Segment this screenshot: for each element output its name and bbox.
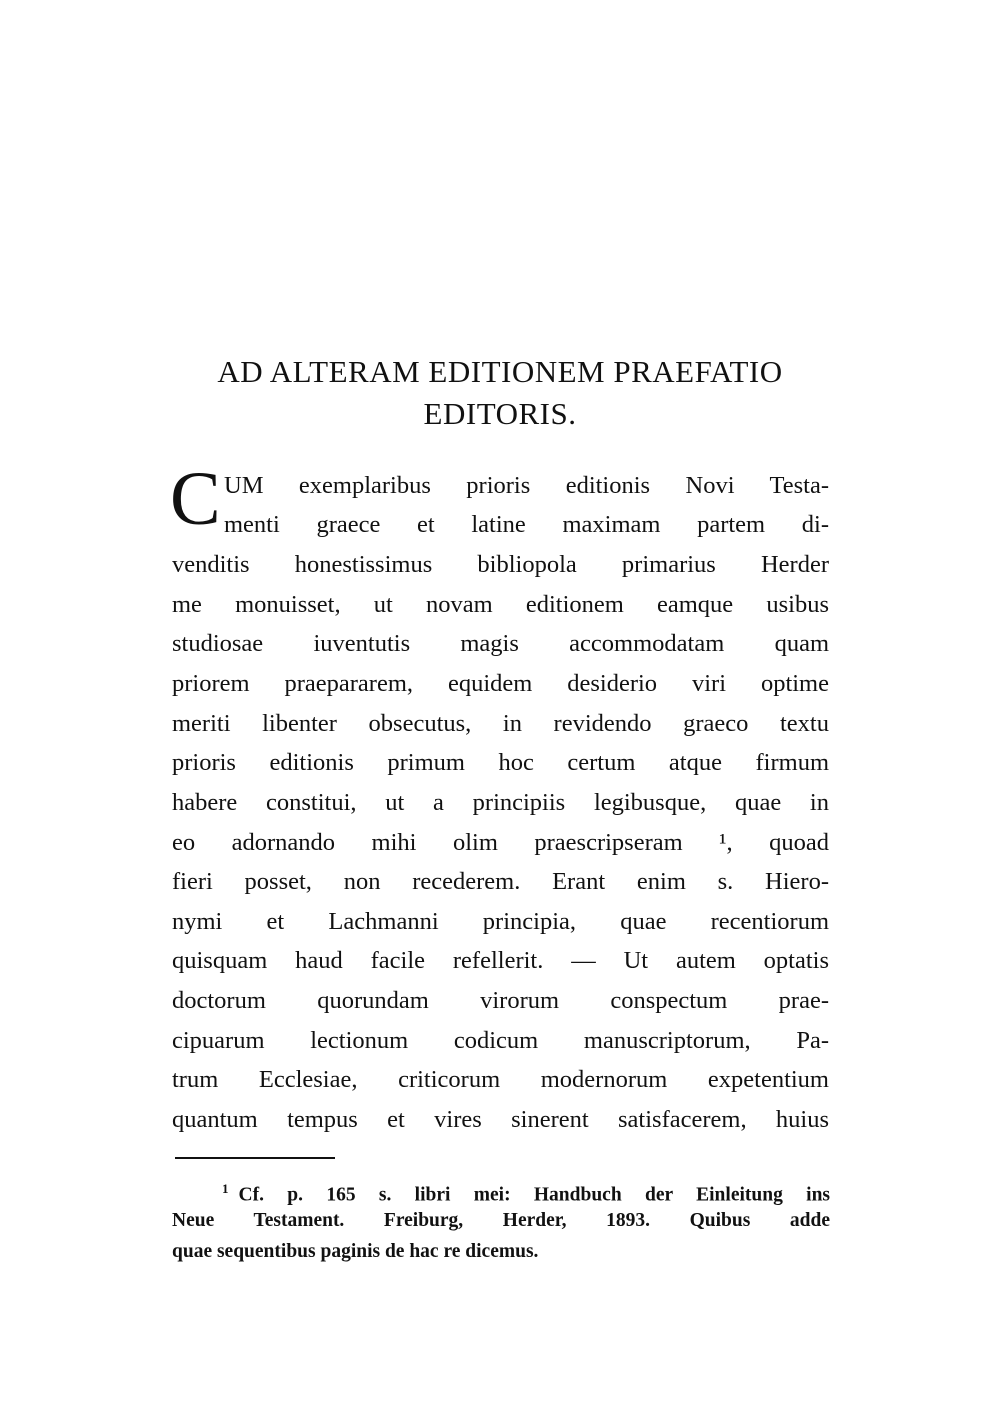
body-line-9: habere constitui, ut a principiis legibusque, quae in: [172, 789, 829, 816]
footnote-line-2: Neue Testament. Freiburg, Herder, 1893. Quibus adde: [172, 1210, 830, 1231]
page-title-line-2: EDITORIS.: [423, 396, 577, 431]
footnote-divider: [175, 1157, 335, 1159]
body-line-11: fieri posset, non recederem. Erant enim s. Hiero-: [172, 868, 829, 895]
body-line-10: eo adornando mihi olim praescripseram ¹, quoad: [172, 829, 829, 856]
footnote-line-3: quae sequentibus paginis de hac re dicemus.: [172, 1241, 539, 1262]
body-line-2: menti graece et latine maximam partem di-: [224, 511, 829, 538]
body-line-12: nymi et Lachmanni principia, quae recentiorum: [172, 908, 829, 935]
body-line-16: trum Ecclesiae, criticorum modernorum expetentium: [172, 1066, 829, 1093]
body-line-3: venditis honestissimus bibliopola primarius Herder: [172, 551, 829, 578]
page-title: AD ALTERAM EDITIONEM PRAEFATIO: [217, 354, 783, 389]
body-line-15: cipuarum lectionum codicum manuscriptorum, Pa-: [172, 1027, 829, 1054]
body-line-7: meriti libenter obsecutus, in revidendo graeco textu: [172, 710, 829, 737]
body-line-1: UM exemplaribus prioris editionis Novi Testa-: [224, 472, 829, 499]
body-line-17: quantum tempus et vires sinerent satisfacerem, huius: [172, 1106, 829, 1133]
body-line-14: doctorum quorundam virorum conspectum prae-: [172, 987, 829, 1014]
body-line-6: priorem praepararem, equidem desiderio viri optime: [172, 670, 829, 697]
footnote-marker: 1: [222, 1181, 229, 1196]
footnote-text-1: Cf. p. 165 s. libri mei: Handbuch der Einleitung ins: [238, 1184, 830, 1206]
body-line-13: quisquam haud facile refellerit. — Ut autem optatis: [172, 947, 829, 974]
drop-cap: C: [170, 457, 221, 541]
body-line-4: me monuisset, ut novam editionem eamque usibus: [172, 591, 829, 618]
body-line-8: prioris editionis primum hoc certum atque firmum: [172, 749, 829, 776]
body-line-5: studiosae iuventutis magis accommodatam quam: [172, 630, 829, 657]
footnote-line-1: [222, 1176, 830, 1209]
